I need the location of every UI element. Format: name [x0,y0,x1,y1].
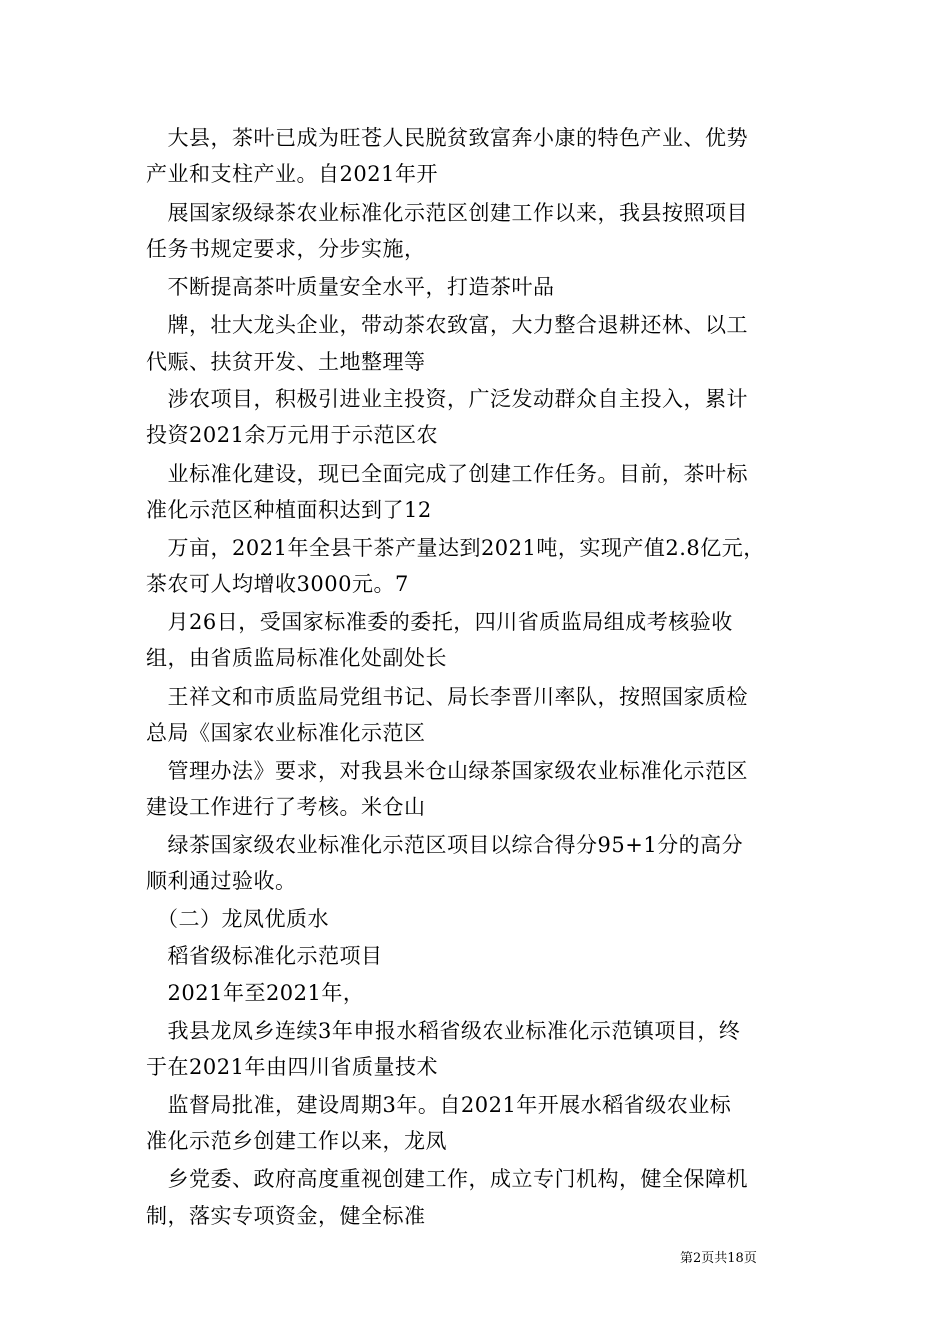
text-line: 总局《国家农业标准化示范区 [146,721,426,745]
text-line: 顺利通过验收。 [146,869,297,893]
text-line: 投资2021余万元用于示范区农 [146,423,438,447]
text-line: 牌，壮大龙头企业，带动茶农致富，大力整合退耕还林、以工 [146,313,748,337]
text-line: 王祥文和市质监局党组书记、局长李晋川率队，按照国家质检 [146,685,748,709]
text-line: 月26日，受国家标准委的委托，四川省质监局组成考核验收 [146,610,733,634]
text-line: 业标准化建设，现已全面完成了创建工作任务。目前，茶叶标 [146,462,748,486]
text-line: 产业和支柱产业。自2021年开 [146,162,438,186]
text-line: 我县龙凤乡连续3年申报水稻省级农业标准化示范镇项目，终 [146,1019,741,1043]
text-line: 管理办法》要求，对我县米仓山绿茶国家级农业标准化示范区 [146,759,748,783]
text-line: 大县，茶叶已成为旺苍人民脱贫致富奔小康的特色产业、优势 [146,126,748,150]
text-line: 涉农项目，积极引进业主投资，广泛发动群众自主投入，累计 [146,387,748,411]
text-line: 乡党委、政府高度重视创建工作，成立专门机构，健全保障机 [146,1167,748,1191]
text-line: 制，落实专项资金，健全标准 [146,1204,426,1228]
text-line: 代赈、扶贫开发、土地整理等 [146,350,426,374]
text-line: 准化示范乡创建工作以来，龙凤 [146,1129,447,1153]
text-line: 万亩，2021年全县干茶产量达到2021吨，实现产值2.8亿元， [146,536,765,560]
text-line: 任务书规定要求，分步实施， [146,237,426,261]
text-line: 茶农可人均增收3000元。7 [146,572,409,596]
text-line: 绿茶国家级农业标准化示范区项目以综合得分95+1分的高分 [146,833,744,857]
text-line: 组，由省质监局标准化处副处长 [146,646,447,670]
text-line: 不断提高茶叶质量安全水平，打造茶叶品 [146,275,555,299]
text-line: 准化示范区种植面积达到了12 [146,498,432,522]
text-line: 稻省级标准化示范项目 [146,944,383,968]
text-line: 2021年至2021年， [146,981,365,1005]
text-line: （二）龙凤优质水 [146,907,329,931]
text-line: 监督局批准，建设周期3年。自2021年开展水稻省级农业标 [146,1093,732,1117]
page-number-footer: 第2页共18页 [680,1251,757,1266]
text-line: 建设工作进行了考核。米仓山 [146,795,426,819]
text-line: 展国家级绿茶农业标准化示范区创建工作以来，我县按照项目 [146,201,748,225]
text-line: 于在2021年由四川省质量技术 [146,1055,438,1079]
